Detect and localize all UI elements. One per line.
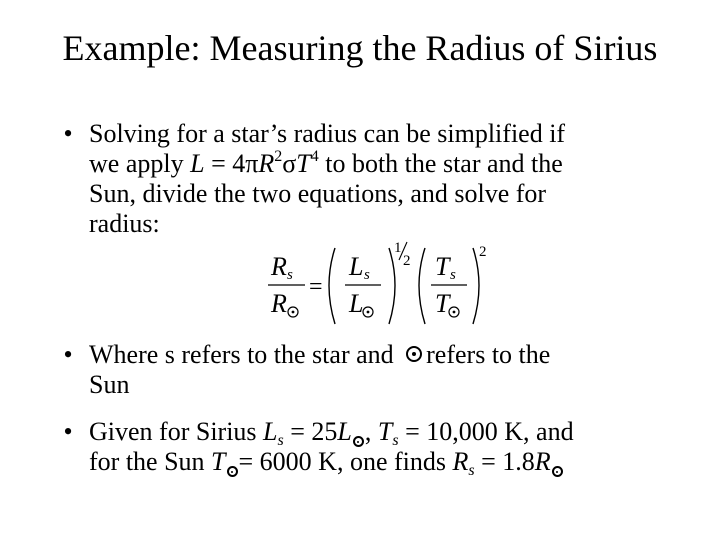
bullet-sirius-values bbox=[58, 417, 698, 477]
sun-symbol-icon bbox=[227, 466, 238, 477]
formula-L-sun: L bbox=[349, 289, 364, 318]
exponent-denominator: 2 bbox=[403, 253, 411, 269]
text-fragment: = 25 bbox=[283, 417, 338, 446]
text-fragment: Where s refers to the star and bbox=[89, 340, 401, 369]
sun-symbol-icon bbox=[449, 307, 459, 317]
text-fragment: = 10,000 K, and bbox=[398, 417, 574, 446]
symbol-sigma: σ bbox=[282, 149, 297, 178]
symbol-L: L bbox=[263, 417, 278, 446]
exponent-numerator: 1 bbox=[394, 240, 402, 256]
sun-symbol-icon bbox=[363, 307, 373, 317]
sun-symbol-icon bbox=[288, 307, 298, 317]
formula-sub-s: s bbox=[364, 267, 370, 283]
text-fragment: = 6000 K, one finds bbox=[238, 447, 453, 476]
bullet-body bbox=[89, 417, 698, 477]
symbol-R: R bbox=[534, 447, 551, 476]
bullet-body bbox=[89, 340, 698, 400]
paren-left-icon bbox=[419, 248, 425, 324]
exponent: 4 bbox=[310, 148, 319, 165]
exponent-outer: 2 bbox=[479, 244, 487, 260]
symbol-T: T bbox=[296, 149, 311, 178]
bullet-dot: • bbox=[63, 340, 73, 369]
text-fragment: = 1.8 bbox=[474, 447, 535, 476]
symbol-L: L bbox=[190, 149, 205, 178]
bullet-line: Sun, divide the two equations, and solve for bbox=[89, 179, 547, 208]
bullet-line bbox=[89, 447, 698, 477]
text-fragment: to both the star and the bbox=[318, 149, 563, 178]
formula-T-sun: T bbox=[435, 289, 450, 318]
subscript-s: s bbox=[392, 432, 399, 449]
bullet-line bbox=[89, 149, 698, 179]
exponent: 2 bbox=[274, 148, 283, 165]
formula-sub-s: s bbox=[450, 267, 456, 283]
formula-L-star: L bbox=[349, 252, 364, 281]
sun-symbol-icon bbox=[552, 466, 563, 477]
radius-ratio-formula bbox=[265, 240, 505, 330]
formula-T-star: T bbox=[435, 252, 450, 281]
bullet-line: Sun bbox=[89, 370, 130, 399]
symbol-R: R bbox=[258, 149, 275, 178]
bullet-dot: • bbox=[63, 119, 73, 148]
bullet-symbol-definition bbox=[58, 340, 698, 400]
subscript-s: s bbox=[277, 432, 284, 449]
text-fragment: , bbox=[364, 417, 378, 446]
sun-symbol-icon bbox=[353, 436, 364, 447]
text-fragment: we apply bbox=[89, 149, 191, 178]
text-fragment: Given for Sirius bbox=[89, 417, 264, 446]
bullet-line: Solving for a star’s radius can be simplified if bbox=[89, 119, 566, 148]
bullet-dot: • bbox=[63, 417, 73, 446]
bullet-line: radius: bbox=[89, 209, 160, 238]
formula-R-star: R bbox=[271, 252, 287, 281]
symbol-T: T bbox=[377, 417, 393, 446]
symbol-T: T bbox=[211, 447, 226, 476]
text-fragment: refers to the bbox=[426, 340, 551, 369]
symbol-L: L bbox=[337, 417, 352, 446]
paren-right-icon bbox=[389, 248, 395, 324]
formula-equals: = bbox=[309, 274, 323, 300]
sun-symbol-icon bbox=[406, 346, 422, 362]
slide-title: Example: Measuring the Radius of Sirius bbox=[62, 28, 658, 68]
formula-sub-s: s bbox=[287, 267, 293, 283]
symbol-R: R bbox=[452, 447, 469, 476]
text-fragment: = 4π bbox=[204, 149, 259, 178]
subscript-s: s bbox=[468, 462, 475, 479]
paren-left-icon bbox=[329, 248, 335, 324]
bullet-body bbox=[89, 119, 698, 239]
bullet-line bbox=[89, 340, 698, 370]
text-fragment: for the Sun bbox=[89, 447, 212, 476]
formula-R-sun: R bbox=[271, 289, 287, 318]
bullet-line bbox=[89, 417, 698, 447]
bullet-radius-method bbox=[58, 119, 698, 239]
